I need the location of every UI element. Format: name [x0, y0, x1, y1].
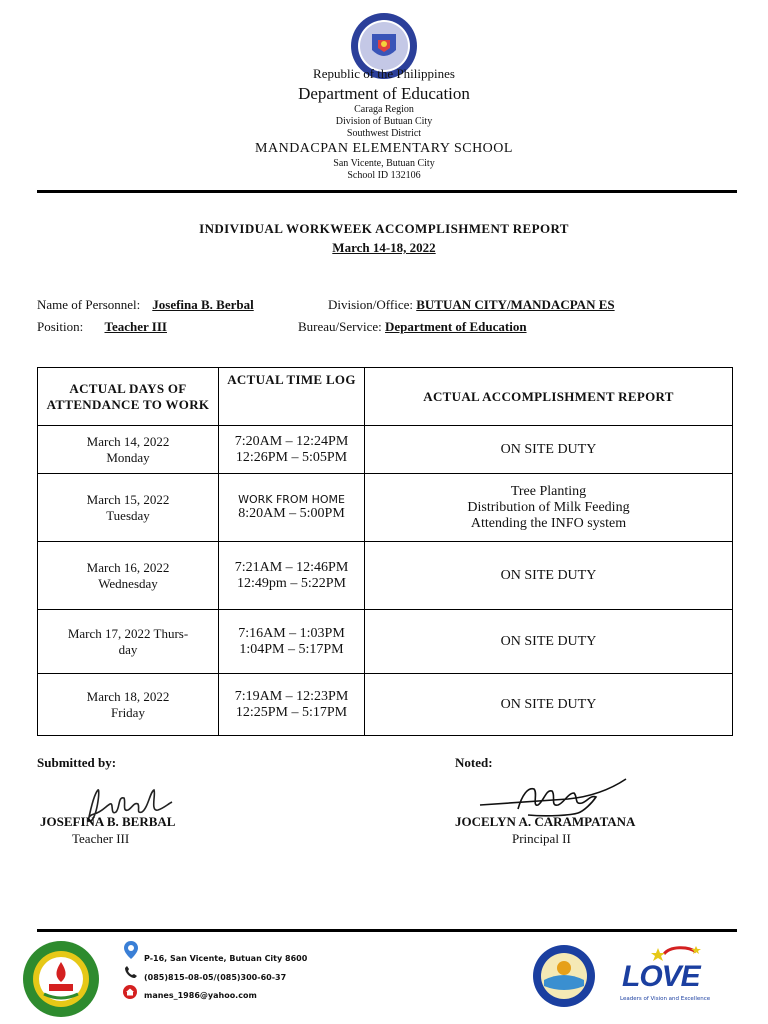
footer-email: manes_1986@yahoo.com — [144, 991, 257, 1000]
header-divider — [37, 190, 737, 193]
love-logo-text: LOVE — [622, 960, 700, 993]
report-title: INDIVIDUAL WORKWEEK ACCOMPLISHMENT REPORT — [199, 221, 569, 236]
header-accomplishment: ACTUAL ACCOMPLISHMENT REPORT — [365, 368, 733, 426]
region-name: Caraga Region — [354, 104, 414, 115]
time-log-cell — [219, 474, 365, 542]
footer-divider — [37, 929, 737, 932]
home-icon — [123, 984, 139, 1000]
phone-icon — [124, 964, 140, 980]
table-row — [38, 474, 733, 542]
accomplishment-1: ON SITE DUTY — [500, 567, 597, 583]
time-log-1: 7:20AM – 12:24PM — [234, 433, 349, 449]
time-log-2: 1:04PM – 5:17PM — [239, 641, 344, 657]
time-log-2: 12:26PM – 5:05PM — [235, 449, 348, 465]
department-name: Department of Education — [298, 84, 470, 103]
time-log-2: 12:25PM – 5:17PM — [235, 704, 348, 720]
footer-address: P-16, San Vicente, Butuan City 8600 — [144, 954, 308, 963]
attendance-day: Friday — [111, 704, 145, 720]
time-log-cell — [219, 542, 365, 610]
report-period: March 14-18, 2022 — [332, 240, 436, 255]
header-attendance: ACTUAL DAYS OF ATTENDANCE TO WORK — [38, 368, 219, 426]
love-logo — [618, 944, 711, 1006]
accomplishment-1: ON SITE DUTY — [500, 696, 597, 712]
table-row — [38, 610, 733, 674]
attendance-date: March 15, 2022 — [86, 491, 170, 507]
bureau-label: Bureau/Service: — [298, 319, 382, 334]
office-value: BUTUAN CITY/MANDACPAN ES — [416, 297, 615, 312]
office-label: Division/Office: — [328, 297, 413, 312]
district-name: Southwest District — [346, 128, 422, 139]
attendance-cell — [38, 542, 219, 610]
accomplishment-1: ON SITE DUTY — [500, 633, 597, 649]
bureau-line — [298, 319, 527, 335]
accomplishment-3: Attending the INFO system — [470, 515, 627, 531]
personnel-name-label: Name of Personnel: — [37, 297, 141, 312]
submitter-title: Teacher III — [72, 831, 130, 846]
table-row — [38, 426, 733, 474]
time-log-1: WORK FROM HOME — [238, 493, 345, 506]
attendance-cell — [38, 426, 219, 474]
time-log-cell — [219, 426, 365, 474]
position-label: Position: — [37, 319, 84, 334]
attendance-day: Tuesday — [106, 507, 150, 523]
accomplishment-cell — [365, 542, 733, 610]
personnel-name-line — [37, 297, 317, 313]
office-line — [328, 297, 615, 313]
accomplishment-cell — [365, 674, 733, 736]
attendance-date: March 14, 2022 — [86, 433, 170, 449]
bureau-value: Department of Education — [385, 319, 527, 334]
attendance-cell — [38, 674, 219, 736]
attendance-cell — [38, 474, 219, 542]
time-log-1: 7:21AM – 12:46PM — [234, 559, 349, 575]
attendance-date: March 17, 2022 Thurs- — [67, 625, 189, 641]
table-row — [38, 542, 733, 610]
attendance-day: Wednesday — [98, 575, 158, 591]
school-logo — [22, 940, 100, 1018]
header-time-log: ACTUAL TIME LOG — [219, 368, 365, 426]
noted-name: JOCELYN A. CARAMPATANA — [455, 814, 636, 829]
time-log-2: 12:49pm – 5:22PM — [237, 575, 346, 591]
country-name: Republic of the Philippines — [313, 66, 455, 81]
school-name: MANDACPAN ELEMENTARY SCHOOL — [255, 141, 513, 156]
noted-label: Noted: — [455, 755, 493, 770]
personnel-name-value: Josefina B. Berbal — [152, 297, 254, 312]
attendance-cell — [38, 610, 219, 674]
position-line — [37, 319, 262, 335]
table-row — [38, 674, 733, 736]
submitter-name: JOSEFINA B. BERBAL — [40, 814, 176, 829]
school-address: San Vicente, Butuan City — [333, 158, 435, 169]
school-id: School ID 132106 — [347, 170, 421, 181]
table-header-row — [38, 368, 733, 426]
attendance-date: March 18, 2022 — [86, 688, 170, 704]
noted-title: Principal II — [512, 831, 571, 846]
accomplishment-table — [37, 367, 733, 736]
love-tagline: Leaders of Vision and Excellence — [620, 996, 711, 1002]
time-log-cell — [219, 674, 365, 736]
attendance-day: day — [118, 641, 138, 657]
accomplishment-cell — [365, 426, 733, 474]
division-seal — [532, 944, 596, 1008]
time-log-1: 7:16AM – 1:03PM — [238, 625, 345, 641]
time-log-cell — [219, 610, 365, 674]
accomplishment-2: Distribution of Milk Feeding — [467, 499, 630, 515]
footer-phone: (085)815-08-05/(085)300-60-37 — [144, 973, 287, 982]
time-log-1: 7:19AM – 12:23PM — [234, 688, 349, 704]
attendance-day: Monday — [106, 449, 150, 465]
time-log-2: 8:20AM – 5:00PM — [238, 506, 345, 521]
division-name: Division of Butuan City — [335, 116, 433, 127]
attendance-date: March 16, 2022 — [86, 559, 170, 575]
position-value: Teacher III — [104, 319, 167, 334]
accomplishment-cell — [365, 610, 733, 674]
accomplishment-1: ON SITE DUTY — [500, 441, 597, 457]
accomplishment-1: Tree Planting — [510, 483, 587, 499]
accomplishment-cell — [365, 474, 733, 542]
submitted-by-label: Submitted by: — [37, 755, 117, 770]
